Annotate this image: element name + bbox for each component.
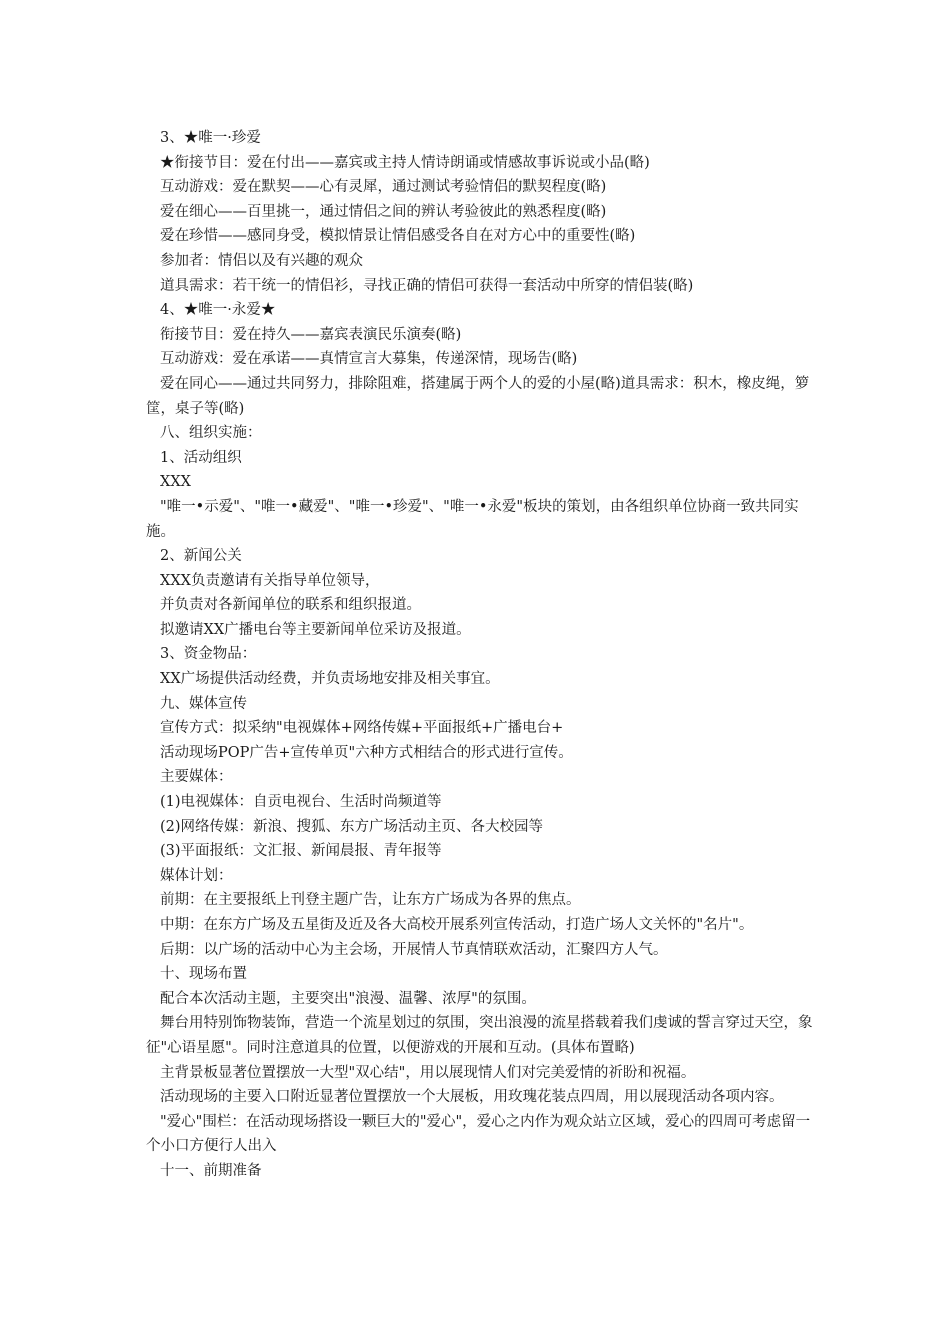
paragraph: 爱在同心——通过共同努力，排除阻难，搭建属于两个人的爱的小屋(略)道具需求：积木，橡皮绳，箩筐，桌子等(略) bbox=[146, 375, 810, 417]
list-item: (2)网络传媒：新浪、搜狐、东方广场活动主页、各大校园等 bbox=[160, 818, 544, 835]
paragraph: 互动游戏：爱在承诺——真情宣言大募集，传递深情，现场告(略) bbox=[160, 351, 578, 368]
paragraph: 主背景板显著位置摆放一大型"双心结"，用以展现情人们对完美爱情的祈盼和祝福。 bbox=[160, 1064, 696, 1081]
paragraph: XX广场提供活动经费，并负责场地安排及相关事宜。 bbox=[160, 671, 500, 688]
paragraph: "爱心"围栏：在活动现场搭设一颗巨大的"爱心"，爱心之内作为观众站立区域，爱心的四周可考虑留一个小口方便行人出入 bbox=[146, 1113, 811, 1155]
paragraph: 活动现场POP广告+宣传单页"六种方式相结合的形式进行宣传。 bbox=[160, 744, 573, 761]
section-heading-media: 九、媒体宣传 bbox=[160, 695, 247, 712]
section-heading-zhen-ai: 3、★唯一·珍爱 bbox=[160, 130, 261, 146]
subsection-heading: 3、资金物品： bbox=[160, 646, 257, 663]
paragraph: 中期：在东方广场及五星街及近及各大高校开展系列宣传活动，打造广场人文关怀的"名片"。 bbox=[160, 917, 754, 933]
paragraph: 并负责对各新闻单位的联系和组织报道。 bbox=[160, 597, 421, 614]
paragraph: 拟邀请XX广播电台等主要新闻单位采访及报道。 bbox=[160, 621, 471, 638]
document-body bbox=[146, 126, 814, 1184]
paragraph: 互动游戏：爱在默契——心有灵犀，通过测试考验情侣的默契程度(略) bbox=[160, 179, 607, 196]
section-heading-preparation: 十一、前期准备 bbox=[160, 1162, 262, 1179]
paragraph: 前期：在主要报纸上刊登主题广告，让东方广场成为各界的焦点。 bbox=[160, 892, 581, 909]
list-item: (3)平面报纸：文汇报、新闻晨报、青年报等 bbox=[160, 843, 442, 860]
paragraph: 爱在细心——百里挑一，通过情侣之间的辨认考验彼此的熟悉程度(略) bbox=[160, 203, 607, 220]
section-heading-layout: 十、现场布置 bbox=[160, 966, 247, 983]
subsection-heading: 2、新闻公关 bbox=[160, 548, 242, 565]
paragraph: ★衔接节目：爱在付出——嘉宾或主持人情诗朗诵或情感故事诉说或小品(略) bbox=[160, 154, 650, 171]
paragraph: 舞台用特别饰物装饰，营造一个流星划过的氛围，突出浪漫的流星搭载着我们虔诚的誓言穿过天空，象征"心语星愿"。同时注意道具的位置，以便游戏的开展和互动。(具体布置略) bbox=[146, 1015, 813, 1056]
paragraph: 道具需求：若干统一的情侣衫，寻找正确的情侣可获得一套活动中所穿的情侣装(略) bbox=[160, 277, 694, 294]
paragraph: 媒体计划： bbox=[160, 867, 233, 884]
subsection-heading: 1、活动组织 bbox=[160, 449, 242, 466]
paragraph: 活动现场的主要入口附近显著位置摆放一个大展板，用玫瑰花装点四周，用以展现活动各项内容。 bbox=[160, 1089, 784, 1106]
paragraph: 参加者：情侣以及有兴趣的观众 bbox=[160, 252, 363, 269]
paragraph: 衔接节目：爱在持久——嘉宾表演民乐演奏(略) bbox=[160, 326, 462, 343]
paragraph: 爱在珍惜——感同身受，模拟情景让情侣感受各自在对方心中的重要性(略) bbox=[160, 228, 636, 245]
list-item: (1)电视媒体：自贡电视台、生活时尚频道等 bbox=[160, 794, 442, 811]
paragraph: 配合本次活动主题，主要突出"浪漫、温馨、浓厚"的氛围。 bbox=[160, 990, 536, 1007]
paragraph: XXX负责邀请有关指导单位领导， bbox=[160, 572, 380, 589]
paragraph: 后期：以广场的活动中心为主会场，开展情人节真情联欢活动，汇聚四方人气。 bbox=[160, 941, 668, 958]
section-heading-organization: 八、组织实施： bbox=[160, 425, 262, 442]
section-heading-yong-ai: 4、★唯一·永爱★ bbox=[160, 302, 276, 319]
paragraph: XXX bbox=[160, 474, 191, 491]
paragraph: "唯一•示爱"、"唯一•藏爱"、"唯一•珍爱"、"唯一•永爱"板块的策划，由各组织单位协商一致共同实施。 bbox=[146, 498, 799, 540]
paragraph: 宣传方式：拟采纳"电视媒体+网络传媒+平面报纸+广播电台+ bbox=[160, 720, 564, 737]
paragraph: 主要媒体： bbox=[160, 769, 233, 786]
